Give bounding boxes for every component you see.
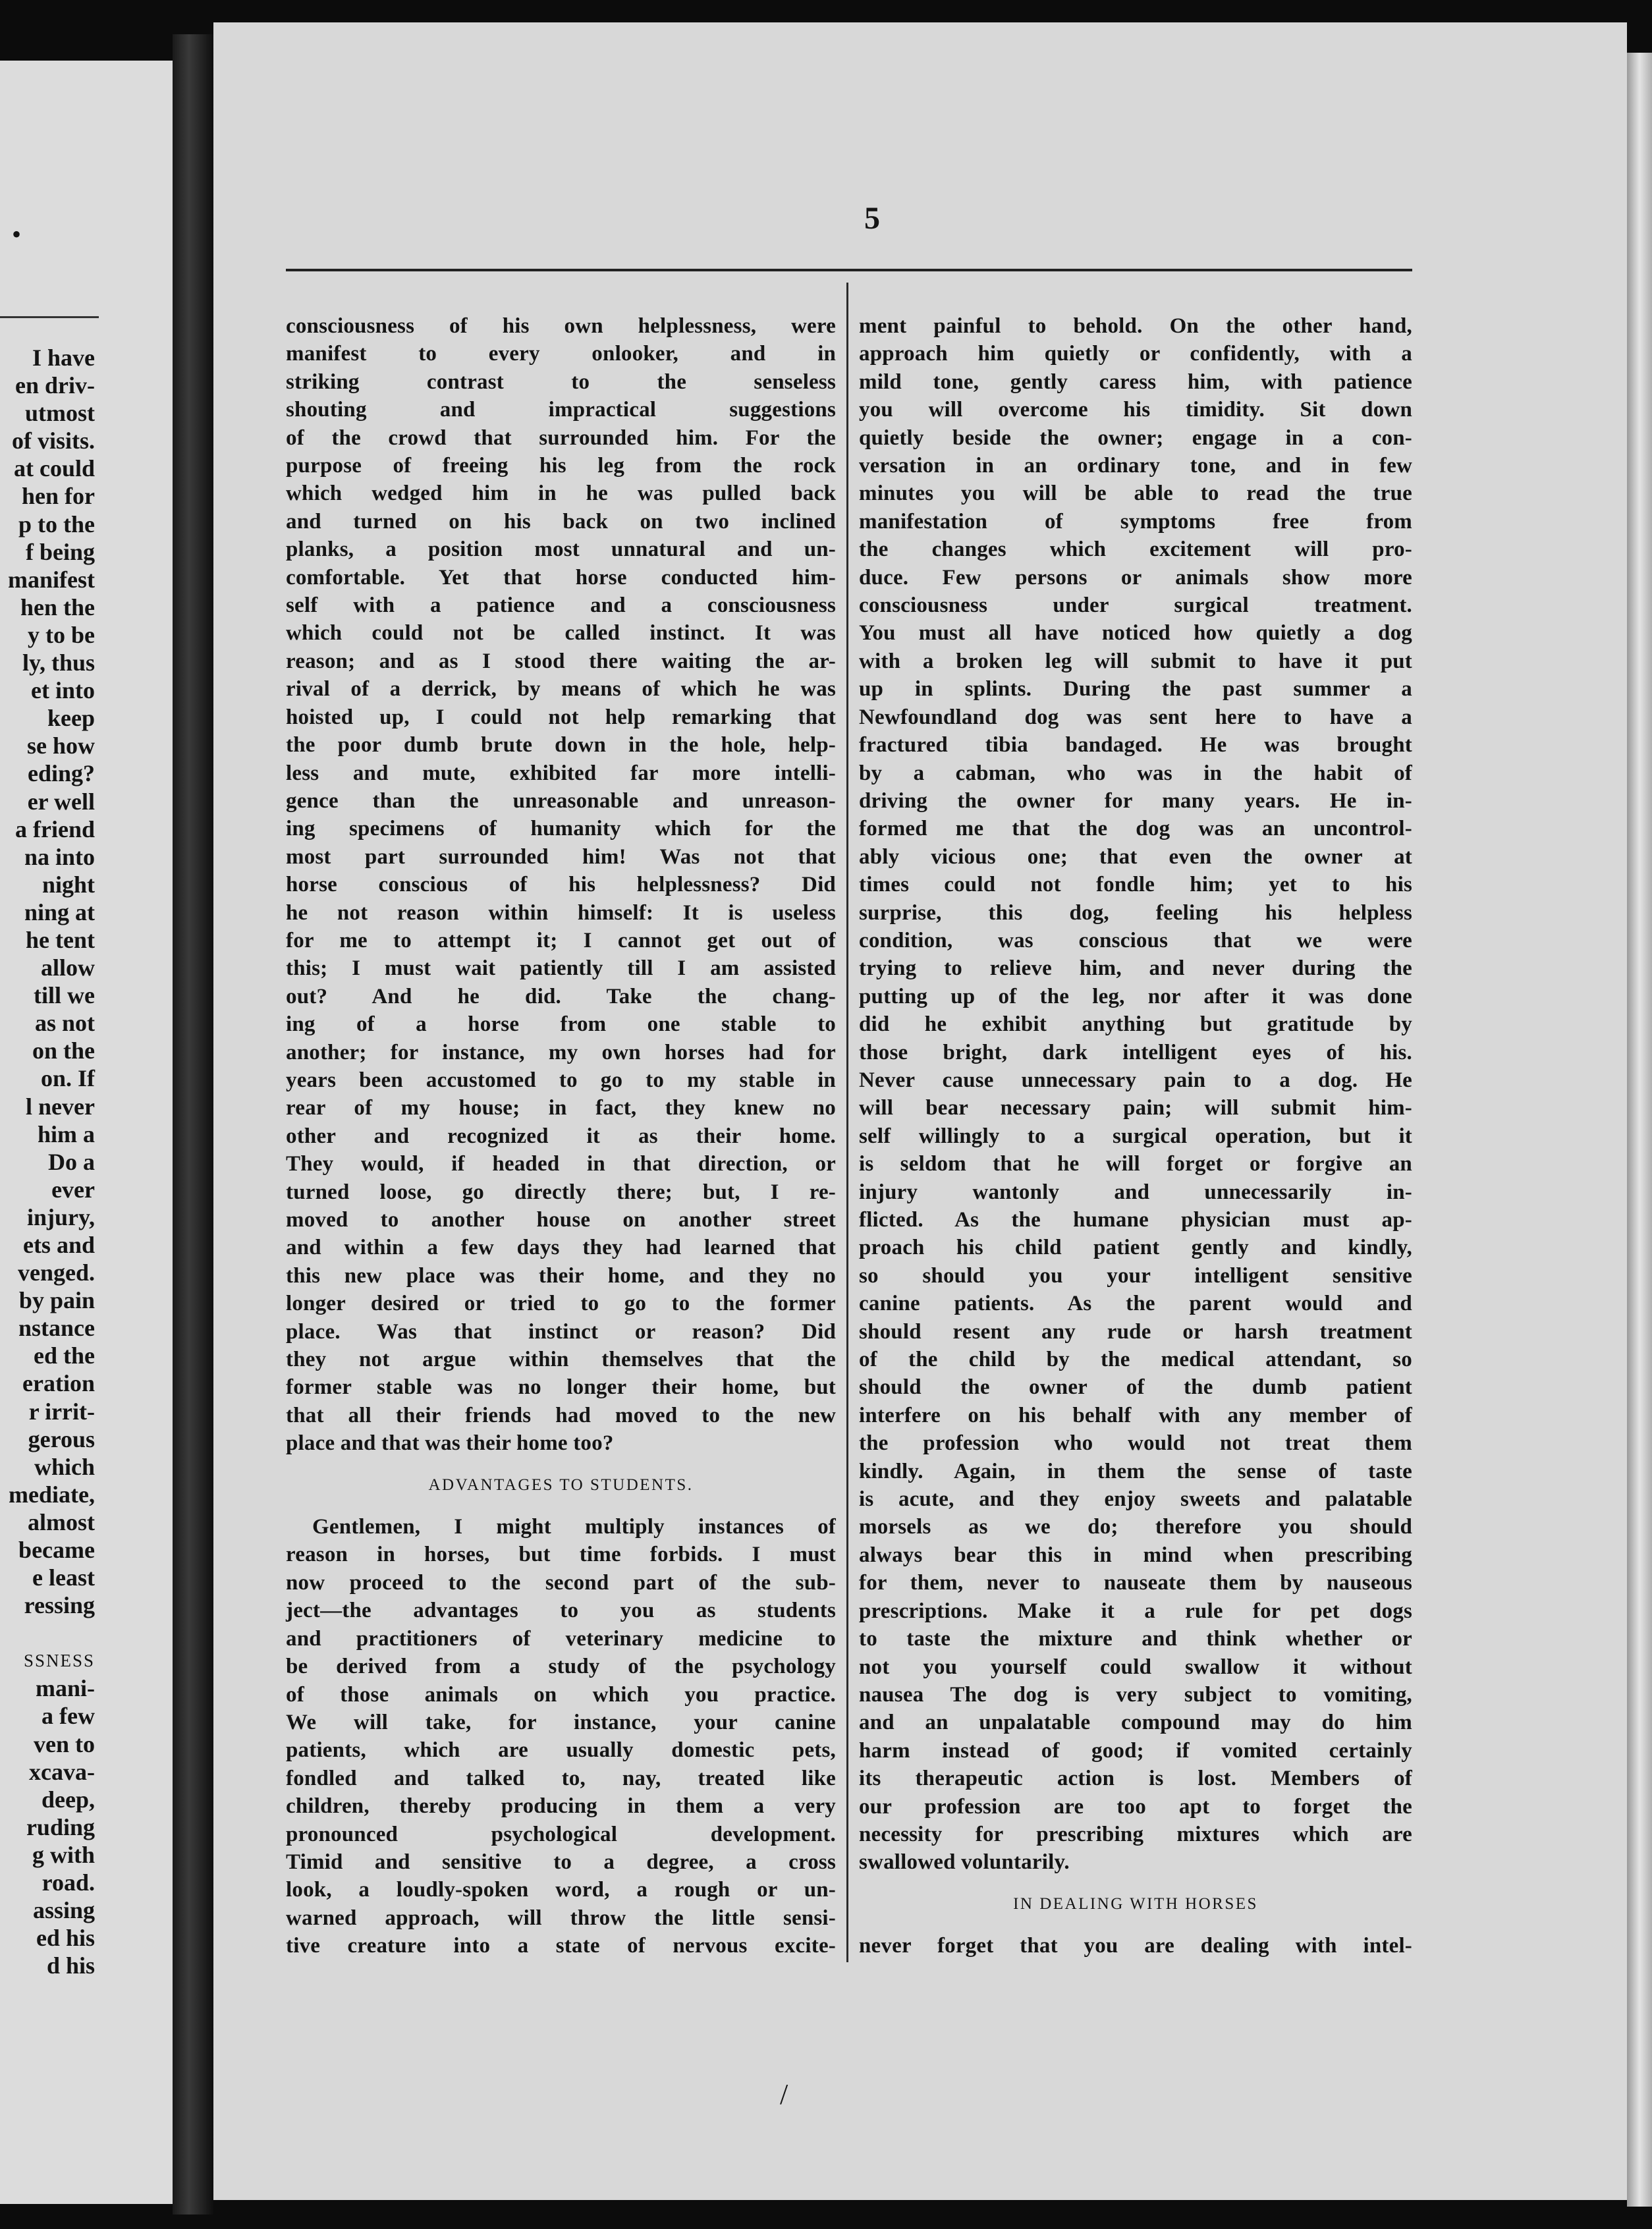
- text-line: a friend: [15, 815, 95, 842]
- section-heading: SSNESS: [23, 1651, 95, 1671]
- text-line: allow: [40, 954, 95, 981]
- text-line: ing of a horse from one stable to: [286, 1012, 836, 1037]
- facing-page-fragment: [0, 61, 173, 2204]
- text-line: They would, if headed in that direction, or: [286, 1152, 836, 1176]
- text-line: ably vicious one; that even the owner at: [859, 844, 1412, 869]
- text-line: Timid and sensitive to a degree, a cross: [286, 1850, 836, 1874]
- text-line: look, a loudly-spoken word, a rough or un-: [286, 1878, 836, 1902]
- page-number: 5: [864, 201, 880, 236]
- text-line: our profession are too apt to forget the: [859, 1794, 1412, 1819]
- text-line: injury wantonly and unnecessarily in-: [859, 1180, 1412, 1204]
- text-line: na into: [24, 843, 95, 870]
- text-line: the poor dumb brute down in the hole, help-: [286, 733, 836, 757]
- text-line: versation in an ordinary tone, and in few: [859, 454, 1412, 478]
- text-line: on. If: [40, 1065, 95, 1092]
- section-heading: IN DEALING WITH HORSES: [1013, 1894, 1258, 1913]
- text-line: most part surrounded him! Was not that: [286, 844, 836, 869]
- text-line: en driv-: [15, 372, 95, 399]
- text-line: Never cause unnecessary pain to a dog. He: [859, 1068, 1412, 1092]
- text-line: eding?: [27, 760, 95, 787]
- text-line: Gentlemen, I might multiply instances of: [312, 1515, 836, 1539]
- text-line: he not reason within himself: It is useless: [286, 900, 836, 925]
- text-line: so should you your intelligent sensitive: [859, 1263, 1412, 1288]
- text-line: venged.: [18, 1259, 95, 1286]
- text-line: consciousness of his own helplessness, were: [286, 314, 836, 338]
- text-line: almost: [28, 1508, 95, 1535]
- text-line: is acute, and they enjoy sweets and palatable: [859, 1487, 1412, 1512]
- text-line: g with: [32, 1841, 95, 1868]
- text-line: mani-: [36, 1675, 95, 1702]
- text-line: ment painful to behold. On the other hand,: [859, 314, 1412, 338]
- text-line: not you yourself could swallow it without: [859, 1655, 1412, 1679]
- text-line: its therapeutic action is lost. Members of: [859, 1767, 1412, 1791]
- text-line: the changes which excitement will pro-: [859, 537, 1412, 562]
- text-line: striking contrast to the senseless: [286, 370, 836, 394]
- text-line: always bear this in mind when prescribing: [859, 1543, 1412, 1567]
- text-line: became: [18, 1537, 95, 1564]
- text-line: d his: [46, 1952, 95, 1979]
- text-line: et into: [31, 677, 95, 704]
- text-line: We will take, for instance, your canine: [286, 1710, 836, 1734]
- text-line: those bright, dark intelligent eyes of his.: [859, 1040, 1412, 1064]
- text-line: to taste the mixture and think whether or: [859, 1627, 1412, 1651]
- text-line: horse conscious of his helplessness? Did: [286, 873, 836, 897]
- text-line: reason in horses, but time forbids. I must: [286, 1543, 836, 1567]
- text-line: comfortable. Yet that horse conducted him-: [286, 565, 836, 590]
- text-line: on the: [32, 1037, 95, 1064]
- text-line: hen for: [22, 483, 95, 510]
- text-line: manifest to every onlooker, and in: [286, 342, 836, 366]
- text-line: ed the: [34, 1342, 95, 1369]
- text-line: for me to attempt it; I cannot get out of: [286, 928, 836, 952]
- text-line: prescriptions. Make it a rule for pet dogs: [859, 1599, 1412, 1623]
- text-line: putting up of the leg, nor after it was done: [859, 984, 1412, 1008]
- text-line: for them, never to nauseate them by nauseous: [859, 1571, 1412, 1595]
- text-line: deep,: [41, 1786, 95, 1813]
- text-line: mediate,: [9, 1481, 95, 1508]
- text-line: will bear necessary pain; will submit him-: [859, 1096, 1412, 1120]
- text-line: canine patients. As the parent would and: [859, 1292, 1412, 1316]
- text-column-right: [859, 312, 1412, 1960]
- text-line: with a broken leg will submit to have it put: [859, 649, 1412, 673]
- text-line: trying to relieve him, and never during the: [859, 956, 1412, 981]
- text-line: I have: [32, 344, 95, 371]
- text-line: less and mute, exhibited far more intelli-: [286, 761, 836, 785]
- text-line: tive creature into a state of nervous excite-: [286, 1934, 836, 1958]
- text-line: flicted. As the humane physician must ap-: [859, 1208, 1412, 1232]
- text-line: xcava-: [29, 1758, 95, 1785]
- text-line: which: [34, 1453, 95, 1480]
- text-line: ing specimens of humanity which for the: [286, 817, 836, 841]
- text-line: rival of a derrick, by means of which he was: [286, 677, 836, 702]
- column-divider: [846, 283, 848, 1962]
- page: [213, 22, 1627, 2200]
- text-line: this new place was their home, and they no: [286, 1263, 836, 1288]
- text-line: interfere on his behalf with any member of: [859, 1403, 1412, 1427]
- text-line: up in splints. During the past summer a: [859, 677, 1412, 702]
- text-line: which wedged him in he was pulled back: [286, 482, 836, 506]
- text-line: place. Was that instinct or reason? Did: [286, 1319, 836, 1344]
- ink-speck: •: [12, 219, 22, 249]
- text-line: f being: [25, 538, 95, 565]
- text-line: patients, which are usually domestic pets,: [286, 1738, 836, 1763]
- text-line: l never: [26, 1093, 95, 1120]
- text-line: shouting and impractical suggestions: [286, 398, 836, 422]
- text-line: duce. Few persons or animals show more: [859, 565, 1412, 590]
- text-line: er well: [27, 788, 95, 815]
- text-line: children, thereby producing in them a very: [286, 1794, 836, 1819]
- text-line: planks, a position most unnatural and un-: [286, 537, 836, 562]
- text-line: e least: [32, 1564, 95, 1591]
- text-line: Do a: [48, 1148, 95, 1175]
- text-line: fondled and talked to, nay, treated like: [286, 1766, 836, 1790]
- text-line: ven to: [34, 1730, 95, 1757]
- text-line: self with a patience and a consciousness: [286, 593, 836, 618]
- text-line: of visits.: [12, 427, 95, 454]
- text-line: hoisted up, I could not help remarking that: [286, 705, 836, 729]
- text-line: You must all have noticed how quietly a dog: [859, 621, 1412, 646]
- text-line: nausea The dog is very subject to vomiting,: [859, 1682, 1412, 1707]
- text-line: longer desired or tried to go to the former: [286, 1292, 836, 1316]
- text-line: manifestation of symptoms free from: [859, 509, 1412, 534]
- text-line: and an unpalatable compound may do him: [859, 1711, 1412, 1735]
- text-line: driving the owner for many years. He in-: [859, 788, 1412, 813]
- text-line: is seldom that he will forget or forgive an: [859, 1152, 1412, 1176]
- text-line: ets and: [22, 1232, 95, 1258]
- text-line: gence than the unreasonable and unreason-: [286, 788, 836, 813]
- text-line: night: [41, 871, 95, 898]
- text-line: the profession who would not treat them: [859, 1431, 1412, 1456]
- text-line: y to be: [28, 621, 95, 648]
- text-line: warned approach, will throw the little sensi-: [286, 1906, 836, 1930]
- text-line: should resent any rude or harsh treatment: [859, 1319, 1412, 1344]
- text-line: self willingly to a surgical operation, but it: [859, 1124, 1412, 1148]
- text-line: se how: [26, 732, 95, 759]
- text-line: hen the: [20, 593, 95, 620]
- ink-mark: /: [780, 2078, 788, 2110]
- text-line: eration: [22, 1370, 95, 1397]
- text-line: swallowed voluntarily.: [859, 1850, 1070, 1875]
- text-line: rear of my house; in fact, they knew no: [286, 1096, 836, 1120]
- text-line: moved to another house on another street: [286, 1208, 836, 1232]
- text-line: he tent: [26, 926, 95, 953]
- section-heading: ADVANTAGES TO STUDENTS.: [428, 1475, 694, 1494]
- facing-page-text: [0, 344, 95, 1979]
- text-line: years been accustomed to go to my stable in: [286, 1068, 836, 1092]
- text-line: of those animals on which you practice.: [286, 1682, 836, 1707]
- page-edge: [1627, 53, 1652, 2207]
- text-line: as not: [34, 1010, 95, 1037]
- text-line: utmost: [25, 400, 95, 427]
- text-line: ning at: [24, 898, 95, 925]
- text-line: keep: [47, 705, 95, 732]
- text-line: road.: [41, 1869, 95, 1896]
- text-line: kindly. Again, in them the sense of taste: [859, 1459, 1412, 1483]
- text-line: and practitioners of veterinary medicine to: [286, 1626, 836, 1651]
- text-line: should the owner of the dumb patient: [859, 1375, 1412, 1400]
- text-line: proach his child patient gently and kindly,: [859, 1236, 1412, 1260]
- text-line: fractured tibia bandaged. He was brought: [859, 733, 1412, 757]
- text-line: of the crowd that surrounded him. For the: [286, 426, 836, 450]
- text-line: r irrit-: [28, 1398, 95, 1425]
- text-line: this; I must wait patiently till I am assisted: [286, 956, 836, 981]
- text-line: ressing: [24, 1592, 95, 1619]
- text-line: minutes you will be able to read the true: [859, 482, 1412, 506]
- text-line: ruding: [26, 1813, 95, 1840]
- text-line: manifest: [8, 566, 95, 593]
- text-line: condition, was conscious that we were: [859, 928, 1412, 952]
- text-line: him a: [37, 1120, 95, 1147]
- facing-page-rule: [0, 316, 99, 318]
- text-line: morsels as we do; therefore you should: [859, 1515, 1412, 1539]
- text-line: till we: [34, 982, 95, 1009]
- book-gutter: [173, 34, 213, 2215]
- text-line: which could not be called instinct. It was: [286, 621, 836, 646]
- text-line: place and that was their home too?: [286, 1431, 614, 1456]
- text-line: of the child by the medical attendant, so: [859, 1348, 1412, 1372]
- text-line: gerous: [28, 1425, 95, 1452]
- text-line: that all their friends had moved to the new: [286, 1403, 836, 1427]
- text-line: other and recognized it as their home.: [286, 1124, 836, 1148]
- text-line: and turned on his back on two inclined: [286, 509, 836, 534]
- text-line: times could not fondle him; yet to his: [859, 873, 1412, 897]
- text-column-left: [286, 312, 836, 1960]
- text-line: turned loose, go directly there; but, I re-: [286, 1180, 836, 1204]
- text-line: ject—the advantages to you as students: [286, 1599, 836, 1623]
- text-line: surprise, this dog, feeling his helpless: [859, 900, 1412, 925]
- text-line: reason; and as I stood there waiting the ar-: [286, 649, 836, 673]
- text-line: formed me that the dog was an uncontrol-: [859, 817, 1412, 841]
- text-line: assing: [32, 1897, 95, 1924]
- text-line: you will overcome his timidity. Sit down: [859, 398, 1412, 422]
- text-line: former stable was no longer their home, but: [286, 1375, 836, 1400]
- text-line: at could: [13, 455, 95, 482]
- text-line: ever: [51, 1176, 95, 1203]
- text-line: pronounced psychological development.: [286, 1822, 836, 1846]
- text-line: out? And he did. Take the chang-: [286, 984, 836, 1008]
- header-rule: [286, 269, 1412, 271]
- text-line: never forget that you are dealing with intel-: [859, 1934, 1412, 1958]
- text-line: ly, thus: [22, 649, 95, 676]
- text-line: another; for instance, my own horses had for: [286, 1040, 836, 1064]
- text-line: be derived from a study of the psychology: [286, 1655, 836, 1679]
- text-line: p to the: [18, 510, 95, 537]
- text-line: now proceed to the second part of the sub-: [286, 1570, 836, 1595]
- text-line: by pain: [18, 1287, 95, 1314]
- text-line: by a cabman, who was in the habit of: [859, 761, 1412, 785]
- text-line: injury,: [26, 1203, 95, 1230]
- text-line: quietly beside the owner; engage in a con-: [859, 426, 1412, 450]
- text-line: approach him quietly or confidently, with a: [859, 342, 1412, 366]
- text-line: harm instead of good; if vomited certainly: [859, 1738, 1412, 1763]
- text-line: Newfoundland dog was sent here to have a: [859, 705, 1412, 729]
- text-line: a few: [41, 1703, 95, 1730]
- text-line: consciousness under surgical treatment.: [859, 593, 1412, 618]
- text-line: necessity for prescribing mixtures which are: [859, 1822, 1412, 1846]
- text-line: and within a few days they had learned that: [286, 1236, 836, 1260]
- text-line: ed his: [36, 1925, 95, 1952]
- text-line: mild tone, gently caress him, with patience: [859, 370, 1412, 394]
- text-line: nstance: [18, 1315, 95, 1342]
- text-line: did he exhibit anything but gratitude by: [859, 1012, 1412, 1037]
- text-line: they not argue within themselves that the: [286, 1348, 836, 1372]
- text-line: purpose of freeing his leg from the rock: [286, 454, 836, 478]
